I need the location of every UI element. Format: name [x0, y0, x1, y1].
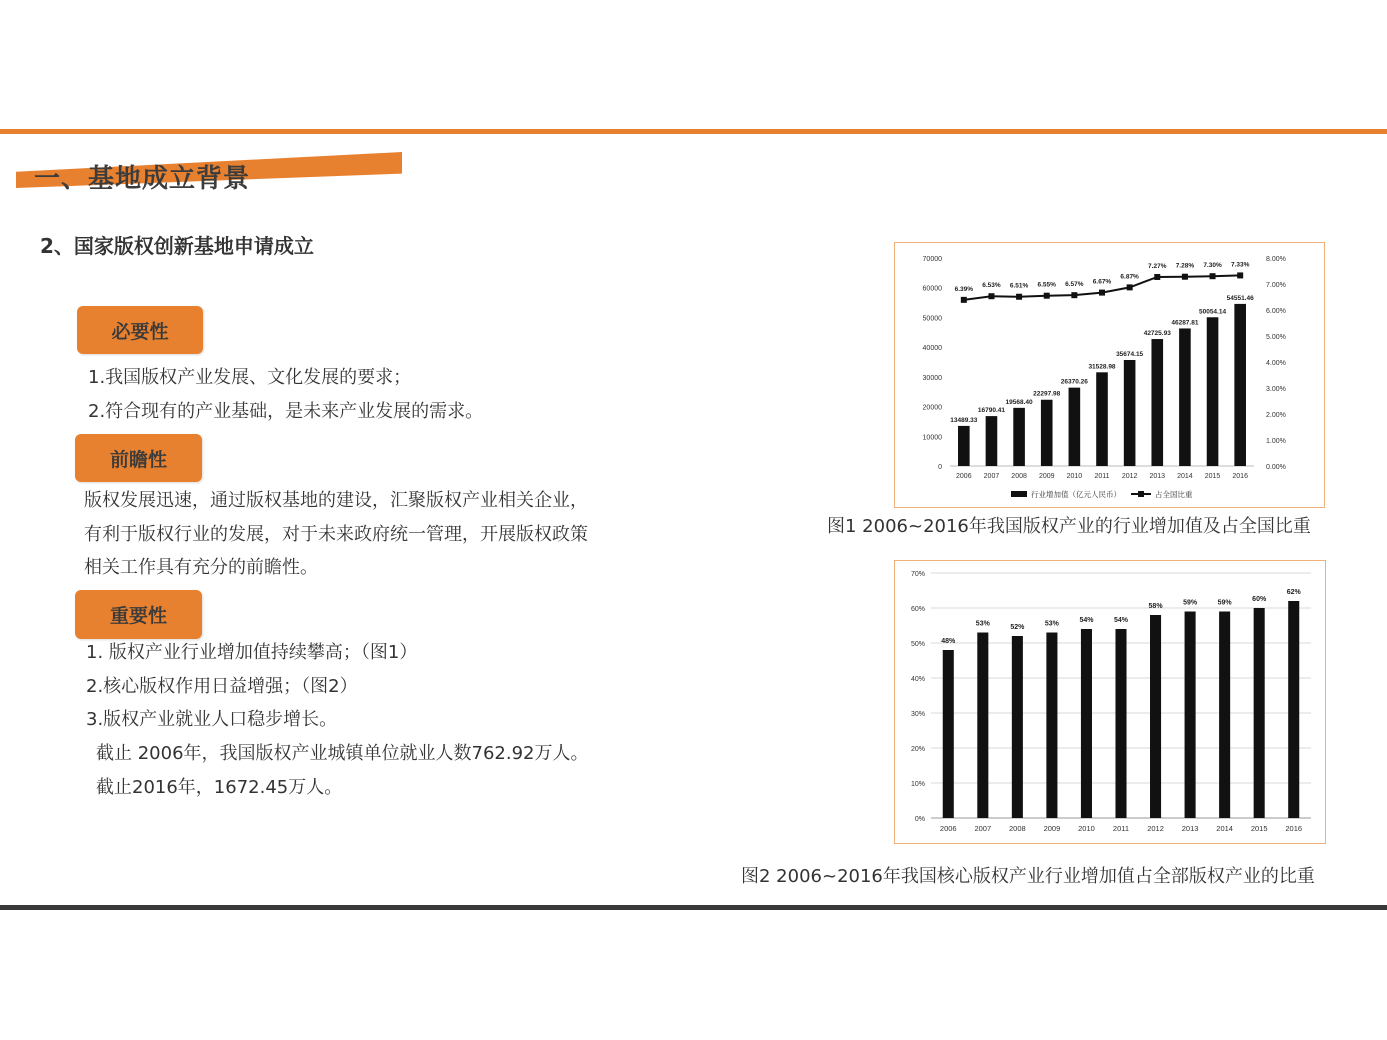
y-tick-label: 70000	[922, 256, 942, 263]
x-tick-label: 2006	[939, 824, 957, 833]
x-tick-label: 2014	[1216, 824, 1233, 833]
ratio-point	[1044, 293, 1050, 299]
y-tick-label: 60%	[910, 606, 925, 613]
y2-tick-label: 3.00%	[1266, 386, 1286, 393]
foresight-line-2: 有利于版权行业的发展，对于未来政府统一管理，开展版权政策	[84, 524, 588, 545]
top-divider	[0, 129, 1387, 134]
y-tick-label: 30%	[910, 711, 925, 718]
bar-data-label: 16790.41	[977, 407, 1006, 415]
y-tick-label: 50000	[922, 315, 942, 323]
y-tick-label: 60000	[922, 285, 942, 293]
bar-value-added	[1069, 388, 1081, 466]
bar-data-label: 53%	[1044, 620, 1059, 628]
importance-badge: 重要性	[75, 590, 202, 639]
ratio-point	[1154, 274, 1160, 280]
x-tick-label: 2010	[1066, 473, 1083, 480]
y-tick-label: 40000	[922, 345, 942, 353]
bar-data-label: 60%	[1252, 596, 1267, 603]
bar-value-added	[1207, 317, 1219, 466]
necessity-badge: 必要性	[77, 306, 203, 354]
bar-value-added	[1041, 400, 1053, 466]
bar-data-label: 48%	[941, 638, 956, 645]
y2-tick-label: 2.00%	[1266, 412, 1286, 419]
bar-core-share	[1219, 612, 1230, 819]
ratio-data-label: 7.28%	[1175, 262, 1195, 270]
bar-data-label: 35674.15	[1116, 350, 1144, 358]
x-tick-label: 2007	[974, 824, 992, 833]
x-tick-label: 2008	[1011, 473, 1027, 480]
ratio-point	[1237, 272, 1243, 278]
y2-tick-label: 4.00%	[1266, 360, 1286, 367]
ratio-data-label: 7.27%	[1148, 262, 1167, 270]
bar-core-share	[1150, 615, 1161, 818]
ratio-point	[1016, 294, 1022, 300]
bar-data-label: 13489.33	[950, 416, 978, 424]
bar-core-share	[1046, 633, 1057, 819]
figure-1-caption: 图1 2006~2016年我国版权产业的行业增加值及占全国比重	[827, 516, 1311, 537]
bar-core-share	[943, 650, 954, 818]
bar-data-label: 26370.26	[1060, 378, 1088, 386]
importance-line-2: 2.核心版权作用日益增强；（图2）	[86, 676, 358, 697]
y-tick-label: 50%	[910, 641, 925, 648]
ratio-data-label: 6.51%	[1009, 282, 1029, 290]
y-tick-label: 70%	[910, 571, 925, 578]
necessity-line-1: 1.我国版权产业发展、文化发展的要求；	[88, 367, 412, 388]
ratio-data-label: 6.87%	[1120, 273, 1139, 281]
x-tick-label: 2009	[1038, 473, 1055, 480]
x-tick-label: 2008	[1009, 824, 1026, 833]
ratio-data-label: 7.33%	[1230, 261, 1250, 269]
x-tick-label: 2016	[1285, 824, 1303, 833]
bar-value-added	[1151, 339, 1163, 466]
employment-2006: 截止 2006年，我国版权产业城镇单位就业人数762.92万人。	[96, 743, 589, 764]
figure-1-chart	[895, 243, 1324, 507]
bar-value-added	[1179, 328, 1191, 466]
y-tick-label: 10000	[922, 434, 942, 442]
bar-value-added	[958, 426, 970, 466]
bar-core-share	[1254, 608, 1265, 818]
bar-core-share	[1288, 601, 1299, 818]
y-tick-label: 20000	[922, 404, 942, 412]
ratio-data-label: 7.30%	[1203, 262, 1222, 270]
y2-tick-label: 6.00%	[1266, 308, 1286, 315]
importance-line-3: 3.版权产业就业人口稳步增长。	[86, 709, 338, 730]
x-tick-label: 2011	[1112, 824, 1130, 833]
bar-core-share	[1115, 629, 1126, 818]
ratio-point	[1210, 273, 1216, 279]
bar-data-label: 50054.14	[1198, 308, 1227, 316]
bar-core-share	[1012, 636, 1023, 818]
x-tick-label: 2009	[1043, 824, 1061, 833]
y2-tick-label: 5.00%	[1266, 334, 1286, 341]
legend-line-label: 占全国比重	[1155, 490, 1193, 499]
bar-data-label: 59%	[1217, 599, 1232, 607]
legend-bar-label: 行业增加值（亿元人民币）	[1031, 490, 1121, 499]
bottom-divider	[0, 905, 1387, 910]
bar-data-label: 54551.46	[1226, 294, 1254, 302]
y-tick-label: 20%	[910, 746, 925, 753]
necessity-line-2: 2.符合现有的产业基础，是未来产业发展的需求。	[88, 401, 484, 422]
x-tick-label: 2011	[1094, 473, 1110, 480]
bar-core-share	[977, 633, 988, 819]
ratio-data-label: 6.55%	[1037, 281, 1056, 289]
ratio-point	[961, 297, 967, 303]
x-tick-label: 2010	[1078, 824, 1095, 833]
x-tick-label: 2012	[1121, 473, 1138, 480]
bar-value-added	[1234, 304, 1246, 466]
figure-2-caption: 图2 2006~2016年我国核心版权产业行业增加值占全部版权产业的比重	[741, 866, 1315, 887]
ratio-data-label: 6.67%	[1092, 278, 1112, 286]
employment-2016: 截止2016年，1672.45万人。	[96, 777, 343, 798]
ratio-point	[1182, 274, 1188, 280]
x-tick-label: 2014	[1177, 473, 1193, 480]
y-tick-label: 30000	[922, 374, 942, 382]
y2-tick-label: 1.00%	[1266, 438, 1286, 445]
ratio-point	[988, 293, 994, 299]
bar-core-share	[1081, 629, 1092, 818]
bar-data-label: 62%	[1286, 589, 1301, 596]
ratio-point	[1127, 284, 1133, 290]
bar-value-added	[1013, 408, 1025, 466]
bar-data-label: 22297.98	[1033, 390, 1061, 398]
bar-data-label: 54%	[1079, 617, 1094, 624]
foresight-line-3: 相关工作具有充分的前瞻性。	[84, 557, 318, 578]
x-tick-label: 2006	[956, 473, 972, 480]
figure-1-frame	[894, 242, 1325, 508]
x-tick-label: 2007	[983, 473, 1000, 480]
bar-data-label: 31528.98	[1088, 363, 1116, 371]
bar-data-label: 53%	[975, 620, 990, 628]
bar-data-label: 42725.93	[1143, 330, 1171, 338]
x-tick-label: 2013	[1181, 824, 1199, 833]
figure-2-chart	[895, 561, 1325, 843]
bar-data-label: 58%	[1148, 603, 1163, 610]
x-tick-label: 2013	[1149, 473, 1166, 480]
y-tick-label: 10%	[910, 781, 925, 788]
ratio-point	[1099, 290, 1105, 296]
bar-value-added	[1096, 372, 1108, 466]
legend-bar-swatch	[1011, 491, 1027, 497]
ratio-data-label: 6.53%	[982, 282, 1001, 290]
section-title: 一、基地成立背景	[34, 164, 251, 194]
bar-data-label: 46287.81	[1171, 319, 1199, 327]
x-tick-label: 2012	[1147, 824, 1164, 833]
y-tick-label: 40%	[910, 676, 925, 683]
bar-core-share	[1185, 612, 1196, 819]
ratio-data-label: 6.39%	[954, 285, 974, 293]
y2-tick-label: 8.00%	[1266, 256, 1286, 263]
importance-line-1: 1. 版权产业行业增加值持续攀高；（图1）	[86, 642, 418, 663]
y-tick-label: 0%	[914, 816, 925, 823]
bar-data-label: 59%	[1183, 599, 1198, 607]
bar-value-added	[986, 416, 998, 466]
foresight-line-1: 版权发展迅速，通过版权基地的建设，汇聚版权产业相关企业，	[84, 490, 588, 511]
bar-data-label: 52%	[1010, 624, 1025, 631]
bar-data-label: 54%	[1113, 617, 1129, 624]
x-tick-label: 2016	[1232, 473, 1248, 480]
x-tick-label: 2015	[1204, 473, 1221, 480]
y2-tick-label: 7.00%	[1266, 282, 1286, 289]
subtitle: 2、国家版权创新基地申请成立	[40, 234, 314, 258]
y-tick-label: 0	[938, 464, 942, 471]
ratio-point	[1071, 292, 1077, 298]
ratio-data-label: 6.57%	[1065, 281, 1084, 289]
foresight-badge: 前瞻性	[75, 434, 202, 482]
y2-tick-label: 0.00%	[1266, 464, 1286, 471]
bar-value-added	[1124, 360, 1136, 466]
bar-data-label: 19568.40	[1005, 398, 1033, 406]
figure-2-frame	[894, 560, 1326, 844]
legend-line-marker	[1138, 491, 1144, 497]
x-tick-label: 2015	[1250, 824, 1268, 833]
